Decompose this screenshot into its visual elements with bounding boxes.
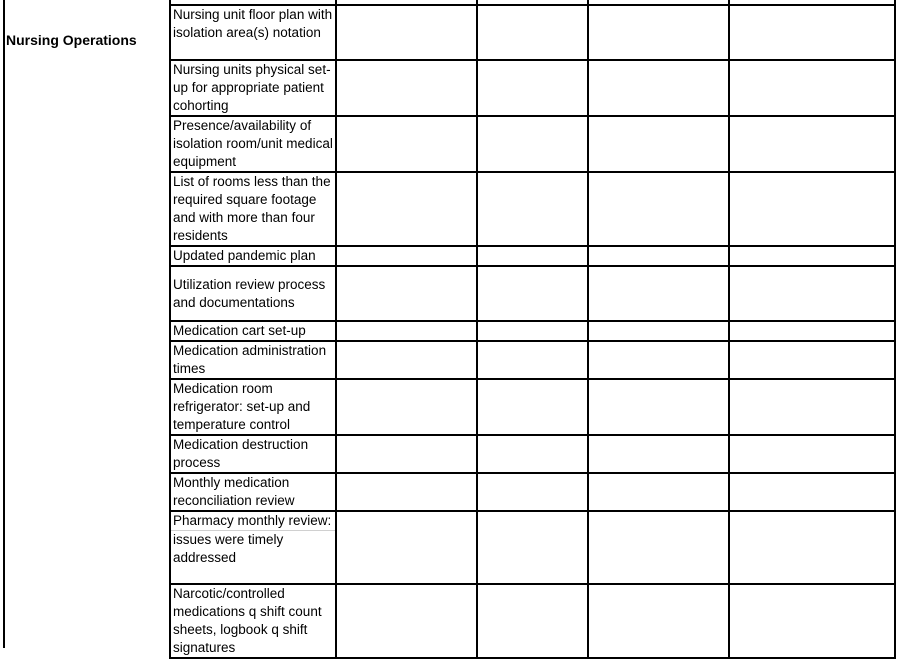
table-cell[interactable]	[588, 379, 729, 435]
table-cell[interactable]	[588, 584, 729, 658]
section-title: Nursing Operations	[6, 32, 137, 48]
table-row	[170, 379, 895, 435]
table-cell[interactable]	[336, 172, 477, 246]
table-row	[170, 435, 895, 473]
checklist-item: Updated pandemic plan	[170, 246, 336, 266]
checklist-item: Presence/availability of isolation room/unit medical equipment	[170, 116, 336, 172]
table-cell[interactable]	[336, 116, 477, 172]
table-cell[interactable]	[477, 246, 588, 266]
checklist-item: Medication cart set-up	[170, 321, 336, 341]
table-cell[interactable]	[336, 473, 477, 511]
table-cell[interactable]	[588, 321, 729, 341]
table-cell[interactable]	[729, 60, 895, 116]
checklist-item: Medication room refrigerator: set-up and temperature control	[170, 379, 336, 435]
table-cell[interactable]	[336, 379, 477, 435]
table-cell[interactable]	[477, 60, 588, 116]
table-cell[interactable]	[588, 172, 729, 246]
checklist-table	[169, 0, 896, 659]
table-cell[interactable]	[588, 246, 729, 266]
checklist-item: List of rooms less than the required square footage and with more than four residents	[170, 172, 336, 246]
table-cell[interactable]	[336, 321, 477, 341]
table-row	[170, 321, 895, 341]
table-cell[interactable]	[477, 511, 588, 584]
table-cell[interactable]	[729, 116, 895, 172]
table-cell[interactable]	[477, 116, 588, 172]
checklist-item-title: Pharmacy monthly review:	[173, 513, 332, 528]
table-row	[170, 116, 895, 172]
table-cell[interactable]	[588, 473, 729, 511]
checklist-item: Narcotic/controlled medications q shift count sheets, logbook q shift signatures	[170, 584, 336, 658]
table-cell[interactable]	[336, 5, 477, 60]
checklist-item: Utilization review process and documentations	[170, 266, 336, 321]
table-cell[interactable]	[729, 511, 895, 584]
table-cell[interactable]	[729, 321, 895, 341]
table-cell[interactable]	[477, 584, 588, 658]
table-cell[interactable]	[588, 266, 729, 321]
table-cell[interactable]	[729, 379, 895, 435]
table-cell[interactable]	[477, 341, 588, 379]
table-cell[interactable]	[336, 435, 477, 473]
table-cell[interactable]	[729, 246, 895, 266]
table-cell[interactable]	[477, 473, 588, 511]
table-cell[interactable]	[477, 435, 588, 473]
checklist-item: Nursing unit floor plan with isolation area(s) notation	[170, 5, 336, 60]
table-cell[interactable]	[588, 341, 729, 379]
table-cell[interactable]	[336, 246, 477, 266]
table-row	[170, 60, 895, 116]
table-row	[170, 266, 895, 321]
table-row	[170, 172, 895, 246]
checklist-item-subtext: issues were timely addressed	[171, 530, 335, 567]
table-cell[interactable]	[336, 341, 477, 379]
checklist-item	[170, 511, 336, 584]
table-row	[170, 5, 895, 60]
table-cell[interactable]	[336, 60, 477, 116]
table-cell[interactable]	[336, 511, 477, 584]
table-cell[interactable]	[729, 341, 895, 379]
table-cell[interactable]	[588, 60, 729, 116]
table-cell[interactable]	[477, 266, 588, 321]
checklist-item: Nursing units physical set-up for appropriate patient cohorting	[170, 60, 336, 116]
table-cell[interactable]	[588, 435, 729, 473]
table-row	[170, 473, 895, 511]
table-cell[interactable]	[477, 172, 588, 246]
table-cell[interactable]	[729, 5, 895, 60]
checklist-item: Monthly medication reconciliation review	[170, 473, 336, 511]
table-cell[interactable]	[729, 435, 895, 473]
table-cell[interactable]	[729, 172, 895, 246]
table-cell[interactable]	[729, 473, 895, 511]
table-cell[interactable]	[588, 511, 729, 584]
table-cell[interactable]	[588, 5, 729, 60]
table-cell[interactable]	[336, 266, 477, 321]
table-cell[interactable]	[477, 321, 588, 341]
table-row	[170, 246, 895, 266]
table-cell[interactable]	[588, 116, 729, 172]
checklist-item: Medication administration times	[170, 341, 336, 379]
left-border	[3, 0, 5, 648]
table-row	[170, 341, 895, 379]
table-cell[interactable]	[729, 584, 895, 658]
table-cell[interactable]	[477, 379, 588, 435]
table-cell[interactable]	[336, 584, 477, 658]
checklist-item: Medication destruction process	[170, 435, 336, 473]
table-cell[interactable]	[477, 5, 588, 60]
table-cell[interactable]	[729, 266, 895, 321]
table-row	[170, 511, 895, 584]
table-row	[170, 584, 895, 658]
